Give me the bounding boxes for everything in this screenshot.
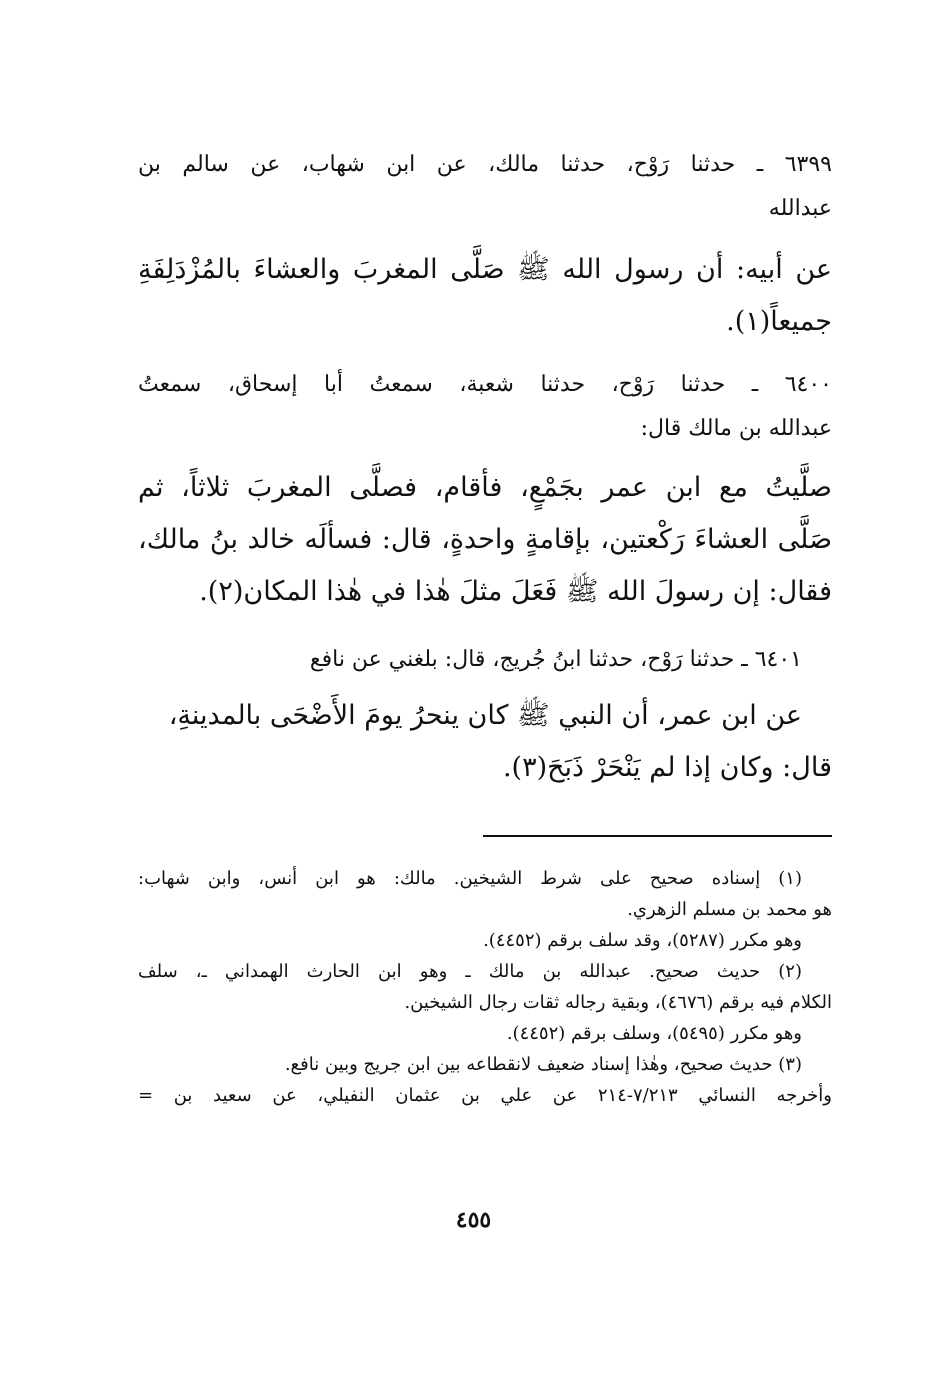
- footnote-2: (٢) حديث صحيح. عبدالله بن مالك ـ وهو ابن الحارث الهمداني ـ، سلف: [138, 961, 802, 982]
- footnote-2-note: وهو مكرر (٥٤٩٥)، وسلف برقم (٤٤٥٢).: [506, 1023, 802, 1044]
- matn-line: قال: وكان إذا لم يَنْحَرْ ذَبَحَ(٣).: [502, 752, 832, 783]
- hadith-6400-matn: [138, 462, 832, 618]
- hadith-6399-matn: [138, 244, 832, 348]
- footnote-1-continued: هو محمد بن مسلم الزهري.: [627, 899, 832, 920]
- isnad-line: ٦٣٩٩ ـ حدثنا رَوْح، حدثنا مالك، عن ابن شهاب، عن سالم بن: [138, 152, 832, 177]
- matn-line: عن أبيه: أن رسول الله ﷺ صَلَّى المغربَ والعشاءَ بالمُزْدَلِفَةِ: [138, 254, 832, 285]
- isnad-line: عبدالله بن مالك قال:: [640, 416, 832, 441]
- matn-line: صلَّيتُ مع ابن عمر بجَمْعٍ، فأقام، فصلَّى المغربَ ثلاثاً، ثم: [138, 472, 832, 503]
- matn-line: فقال: إن رسولَ الله ﷺ فَعَلَ مثلَ هٰذا في هٰذا المكان(٢).: [199, 576, 832, 607]
- isnad-line: ٦٤٠٠ ـ حدثنا رَوْح، حدثنا شعبة، سمعتُ أبا إسحاق، سمعتُ: [138, 372, 832, 397]
- isnad-line: عبدالله: [768, 196, 832, 221]
- footnote-3-continued: وأخرجه النسائي ٧/٢١٣-٢١٤ عن علي بن عثمان النفيلي، عن سعيد بن =: [138, 1085, 832, 1106]
- page-number: ٤٥٥: [455, 1207, 492, 1233]
- footnote-2-continued: الكلام فيه برقم (٤٦٧٦)، وبقية رجاله ثقات رجال الشيخين.: [404, 992, 832, 1013]
- hadith-6400-isnad: [138, 363, 832, 451]
- footnote-1-note: وهو مكرر (٥٢٨٧)، وقد سلف برقم (٤٤٥٢).: [483, 930, 802, 951]
- footnote-1: (١) إسناده صحيح على شرط الشيخين. مالك: هو ابن أنس، وابن شهاب:: [138, 868, 802, 889]
- footnotes: [138, 863, 832, 1111]
- isnad-line: ٦٤٠١ ـ حدثنا رَوْح، حدثنا ابنُ جُريج، قال: بلغني عن نافع: [309, 647, 802, 672]
- hadith-6399-isnad: [138, 143, 832, 231]
- footnote-3: (٣) حديث صحيح، وهٰذا إسناد ضعيف لانقطاعه بين ابن جريج وبين نافع.: [284, 1054, 802, 1075]
- hadith-6401-matn: [138, 690, 832, 794]
- matn-line: صَلَّى العشاءَ رَكْعتين، بإقامةٍ واحدةٍ، قال: فسألَه خالد بنُ مالك،: [138, 524, 832, 555]
- footnote-divider: [483, 835, 832, 837]
- matn-line: عن ابن عمر، أن النبي ﷺ كان ينحرُ يومَ الأَضْحَى بالمدينةِ،: [168, 700, 802, 731]
- hadith-6401-isnad: [138, 638, 832, 682]
- matn-line: جميعاً(١).: [726, 306, 832, 337]
